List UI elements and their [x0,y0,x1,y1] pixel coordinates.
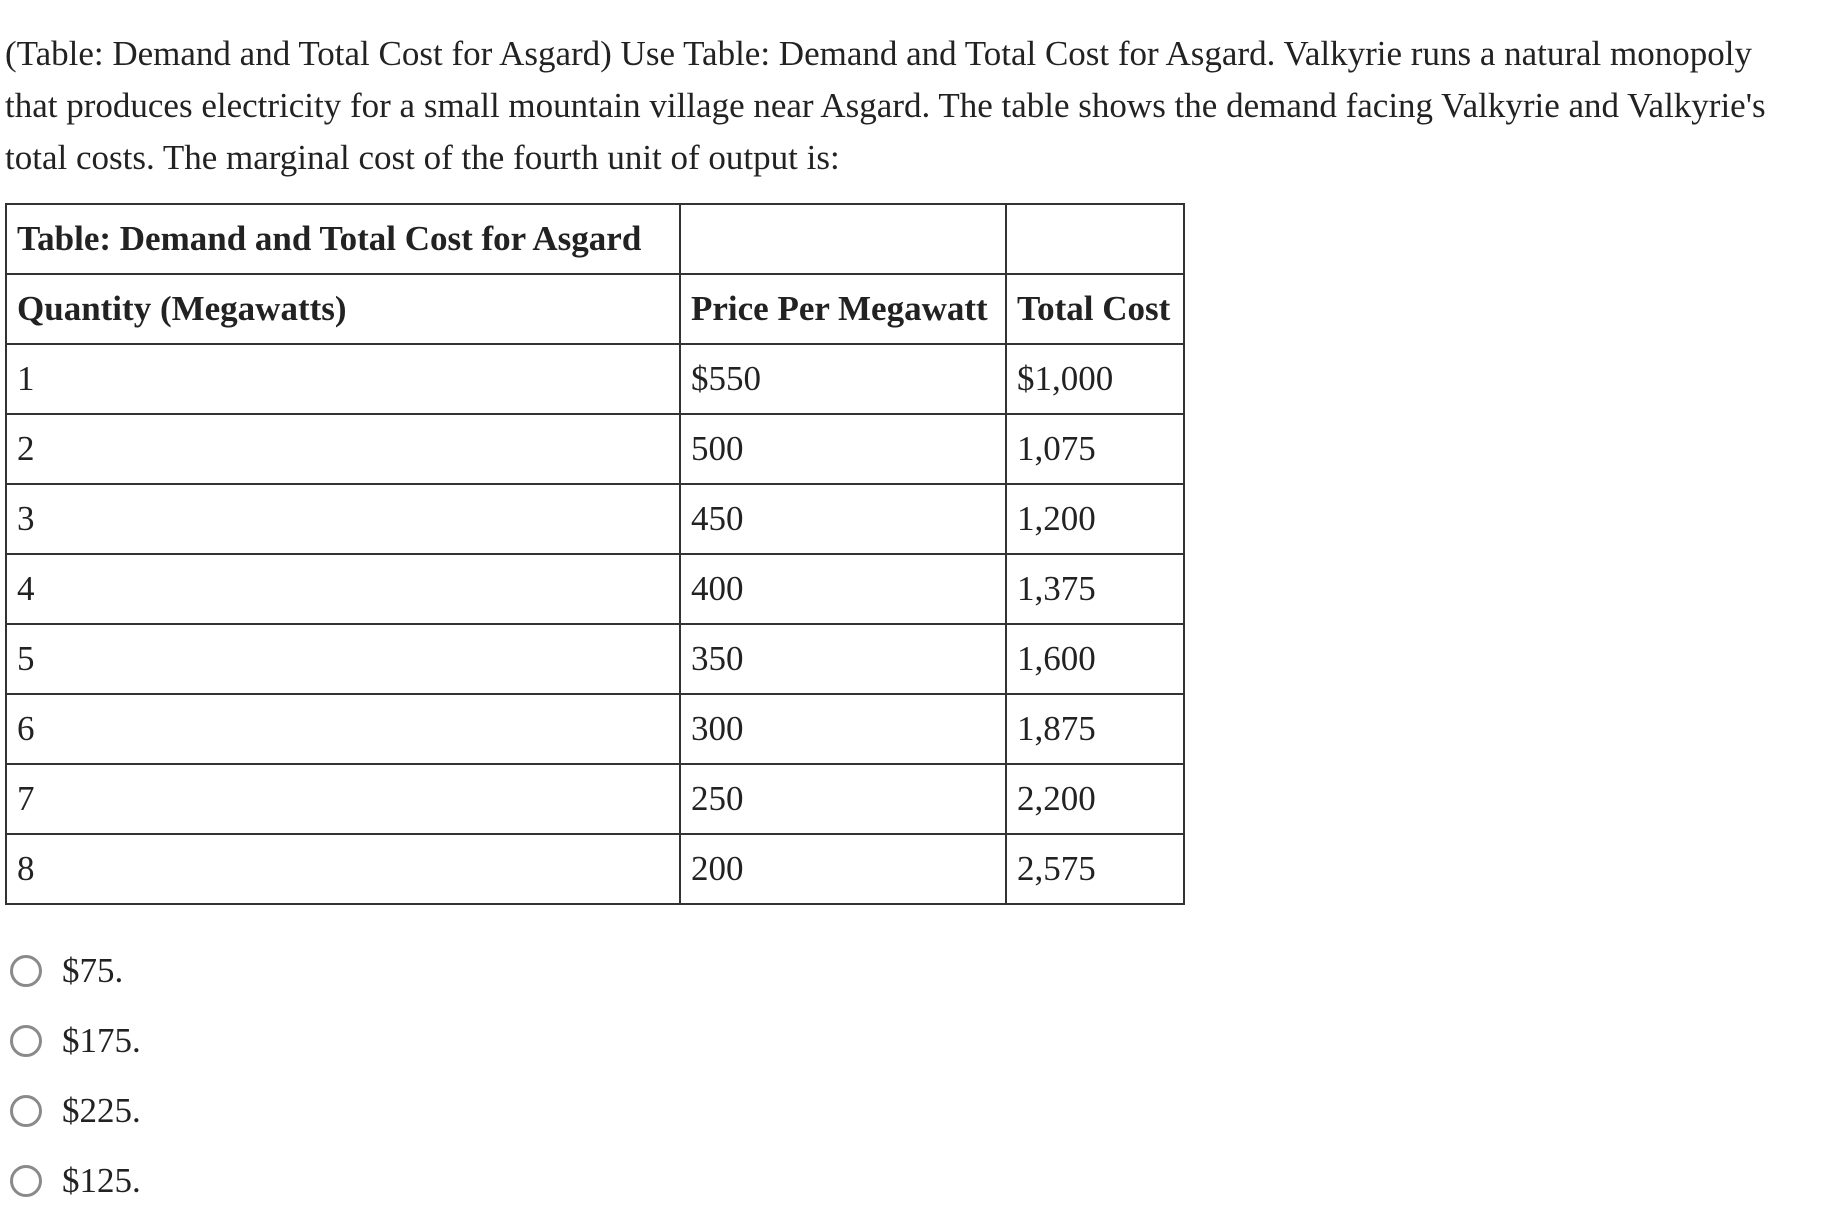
cell-total-cost: 2,575 [1006,834,1184,904]
radio-button-icon[interactable] [10,955,42,987]
cell-quantity: 5 [6,624,680,694]
answer-options [10,936,141,1216]
cell-quantity: 8 [6,834,680,904]
table-row [6,694,1184,764]
cell-price: $550 [680,344,1006,414]
answer-option-2[interactable] [10,1006,141,1076]
cell-quantity: 7 [6,764,680,834]
cell-quantity: 3 [6,484,680,554]
radio-button-icon[interactable] [10,1095,42,1127]
table-title-row [6,204,1184,274]
cell-price: 350 [680,624,1006,694]
answer-option-label[interactable]: $225. [62,1091,141,1130]
cell-price: 250 [680,764,1006,834]
cell-price: 300 [680,694,1006,764]
table-row [6,554,1184,624]
answer-option-3[interactable] [10,1076,141,1146]
radio-button-icon[interactable] [10,1025,42,1057]
cell-quantity: 6 [6,694,680,764]
answer-option-label[interactable]: $175. [62,1021,141,1060]
cell-total-cost: 1,875 [1006,694,1184,764]
table-title-empty-cell [1006,204,1184,274]
cell-price: 450 [680,484,1006,554]
cell-total-cost: 2,200 [1006,764,1184,834]
cell-total-cost: 1,200 [1006,484,1184,554]
table-row [6,344,1184,414]
table-title-empty-cell [680,204,1006,274]
radio-button-icon[interactable] [10,1165,42,1197]
table-row [6,414,1184,484]
header-total-cost: Total Cost [1006,274,1184,344]
cell-total-cost: $1,000 [1006,344,1184,414]
header-quantity: Quantity (Megawatts) [6,274,680,344]
cell-price: 200 [680,834,1006,904]
table-row [6,624,1184,694]
answer-option-label[interactable]: $125. [62,1161,141,1200]
question-text: (Table: Demand and Total Cost for Asgard) Use Table: Demand and Total Cost for Asgard. Valkyrie runs a natural monopoly that produces electricity for a small mountain village near Asgard. The table shows the demand facing Valkyrie and Valkyrie's total costs. The marginal cost of the fourth unit of output is: [5,34,1766,177]
cell-price: 500 [680,414,1006,484]
answer-option-4[interactable] [10,1146,141,1216]
header-price: Price Per Megawatt [680,274,1006,344]
cell-price: 400 [680,554,1006,624]
cell-quantity: 4 [6,554,680,624]
demand-cost-table [5,203,1185,905]
table-row [6,834,1184,904]
cell-quantity: 2 [6,414,680,484]
cell-quantity: 1 [6,344,680,414]
cell-total-cost: 1,075 [1006,414,1184,484]
answer-option-label[interactable]: $75. [62,951,124,990]
answer-option-1[interactable] [10,936,141,1006]
table-row [6,484,1184,554]
table-row [6,764,1184,834]
table-title: Table: Demand and Total Cost for Asgard [6,204,680,274]
table-header-row [6,274,1184,344]
cell-total-cost: 1,600 [1006,624,1184,694]
cell-total-cost: 1,375 [1006,554,1184,624]
